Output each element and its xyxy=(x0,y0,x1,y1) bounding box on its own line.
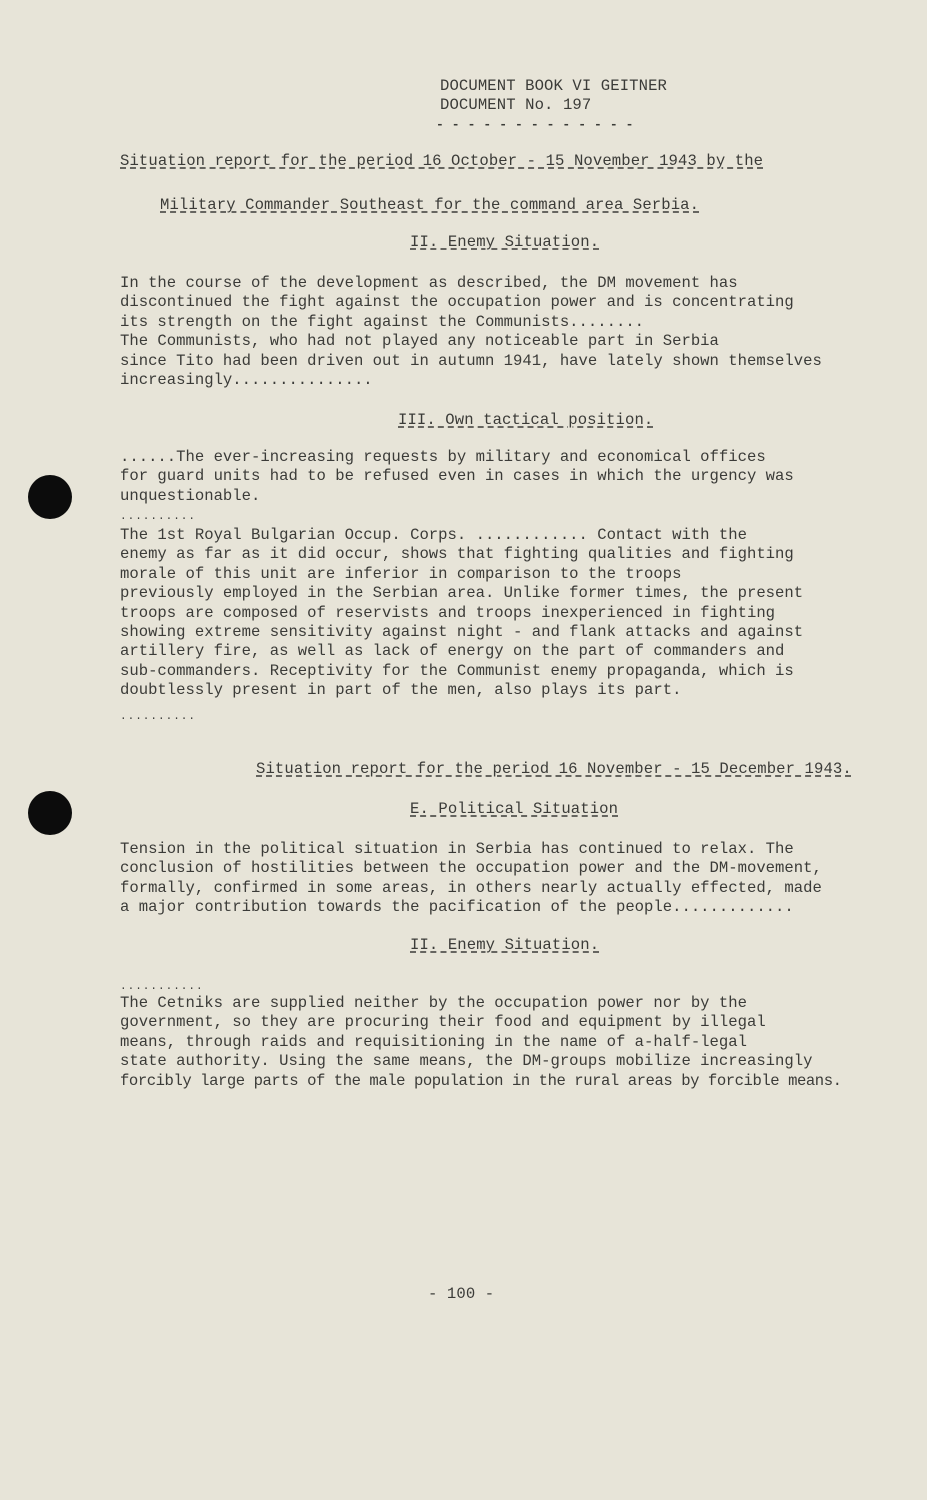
document-book-label: DOCUMENT BOOK VI GEITNER xyxy=(440,77,667,95)
report2-enemy-paragraph xyxy=(120,994,842,1091)
punch-hole xyxy=(28,475,72,519)
report2-enemy-heading: II. Enemy Situation. xyxy=(410,936,600,954)
text-line: sub-commanders. Receptivity for the Communist enemy propaganda, which is xyxy=(120,661,794,680)
report1-section3-paragraph xyxy=(120,448,794,506)
header-rule: - - - - - - - - - - - - - xyxy=(436,117,634,132)
text-line: state authority. Using the same means, the DM-groups mobilize increasingly xyxy=(120,1052,813,1071)
report1-title-line2: Military Commander Southeast for the command area Serbia. xyxy=(160,196,700,214)
ellipsis: .......... xyxy=(120,511,197,523)
text-line: government, so they are procuring their food and equipment by illegal xyxy=(120,1013,766,1032)
text-line: a major contribution towards the pacification of the people............. xyxy=(120,898,794,917)
text-line: forcibly large parts of the male population in the rural areas by forcible means. xyxy=(120,1071,842,1090)
ellipsis: .......... xyxy=(120,711,197,723)
text-line: formally, confirmed in some areas, in others nearly actually effected, made xyxy=(120,878,822,897)
report2-political-heading: E. Political Situation xyxy=(410,800,619,818)
report2-political-paragraph xyxy=(120,840,822,918)
text-line: since Tito had been driven out in autumn 1941, have lately shown themselves xyxy=(120,351,822,370)
text-line: means, through raids and requisitioning in the name of a-half-legal xyxy=(120,1032,747,1051)
text-line: The 1st Royal Bulgarian Occup. Corps. ............ Contact with the xyxy=(120,526,747,544)
report1-title-line1: Situation report for the period 16 October - 15 November 1943 by the xyxy=(120,152,764,170)
text-line: unquestionable. xyxy=(120,486,261,505)
text-line: increasingly............... xyxy=(120,370,373,389)
report1-section2-heading: II. Enemy Situation. xyxy=(410,233,600,251)
report1-section2-paragraph xyxy=(120,274,822,390)
text-line: enemy as far as it did occur, shows that fighting qualities and fighting xyxy=(120,545,794,564)
report2-title: Situation report for the period 16 November - 15 December 1943. xyxy=(256,760,852,778)
text-line: for guard units had to be refused even in cases in which the urgency was xyxy=(120,467,794,486)
text-line: conclusion of hostilities between the occupation power and the DM-movement, xyxy=(120,859,822,878)
text-line: doubtlessly present in part of the men, also plays its part. xyxy=(120,681,682,700)
text-line: Tension in the political situation in Serbia has continued to relax. The xyxy=(120,840,794,858)
page-number: - 100 - xyxy=(428,1285,495,1303)
text-line: ......The ever-increasing requests by military and economical offices xyxy=(120,448,766,466)
text-line: troops are composed of reservists and troops inexperienced in fighting xyxy=(120,603,776,622)
punch-hole xyxy=(28,791,72,835)
text-line: artillery fire, as well as lack of energy on the part of commanders and xyxy=(120,642,785,661)
text-line: In the course of the development as described, the DM movement has xyxy=(120,274,738,292)
report1-section3-heading: III. Own tactical position. xyxy=(398,411,654,429)
text-line: The Cetniks are supplied neither by the occupation power nor by the xyxy=(120,994,747,1012)
text-line: morale of this unit are inferior in comparison to the troops xyxy=(120,564,682,583)
text-line: showing extreme sensitivity against night - and flank attacks and against xyxy=(120,622,804,641)
ellipsis: ........... xyxy=(120,981,204,993)
document-number: DOCUMENT No. 197 xyxy=(440,96,592,114)
text-line: previously employed in the Serbian area. Unlike former times, the present xyxy=(120,584,804,603)
text-line: its strength on the fight against the Communists........ xyxy=(120,312,645,331)
text-line: The Communists, who had not played any noticeable part in Serbia xyxy=(120,332,719,351)
report1-bulgarian-paragraph xyxy=(120,526,803,701)
text-line: discontinued the fight against the occupation power and is concentrating xyxy=(120,293,794,312)
